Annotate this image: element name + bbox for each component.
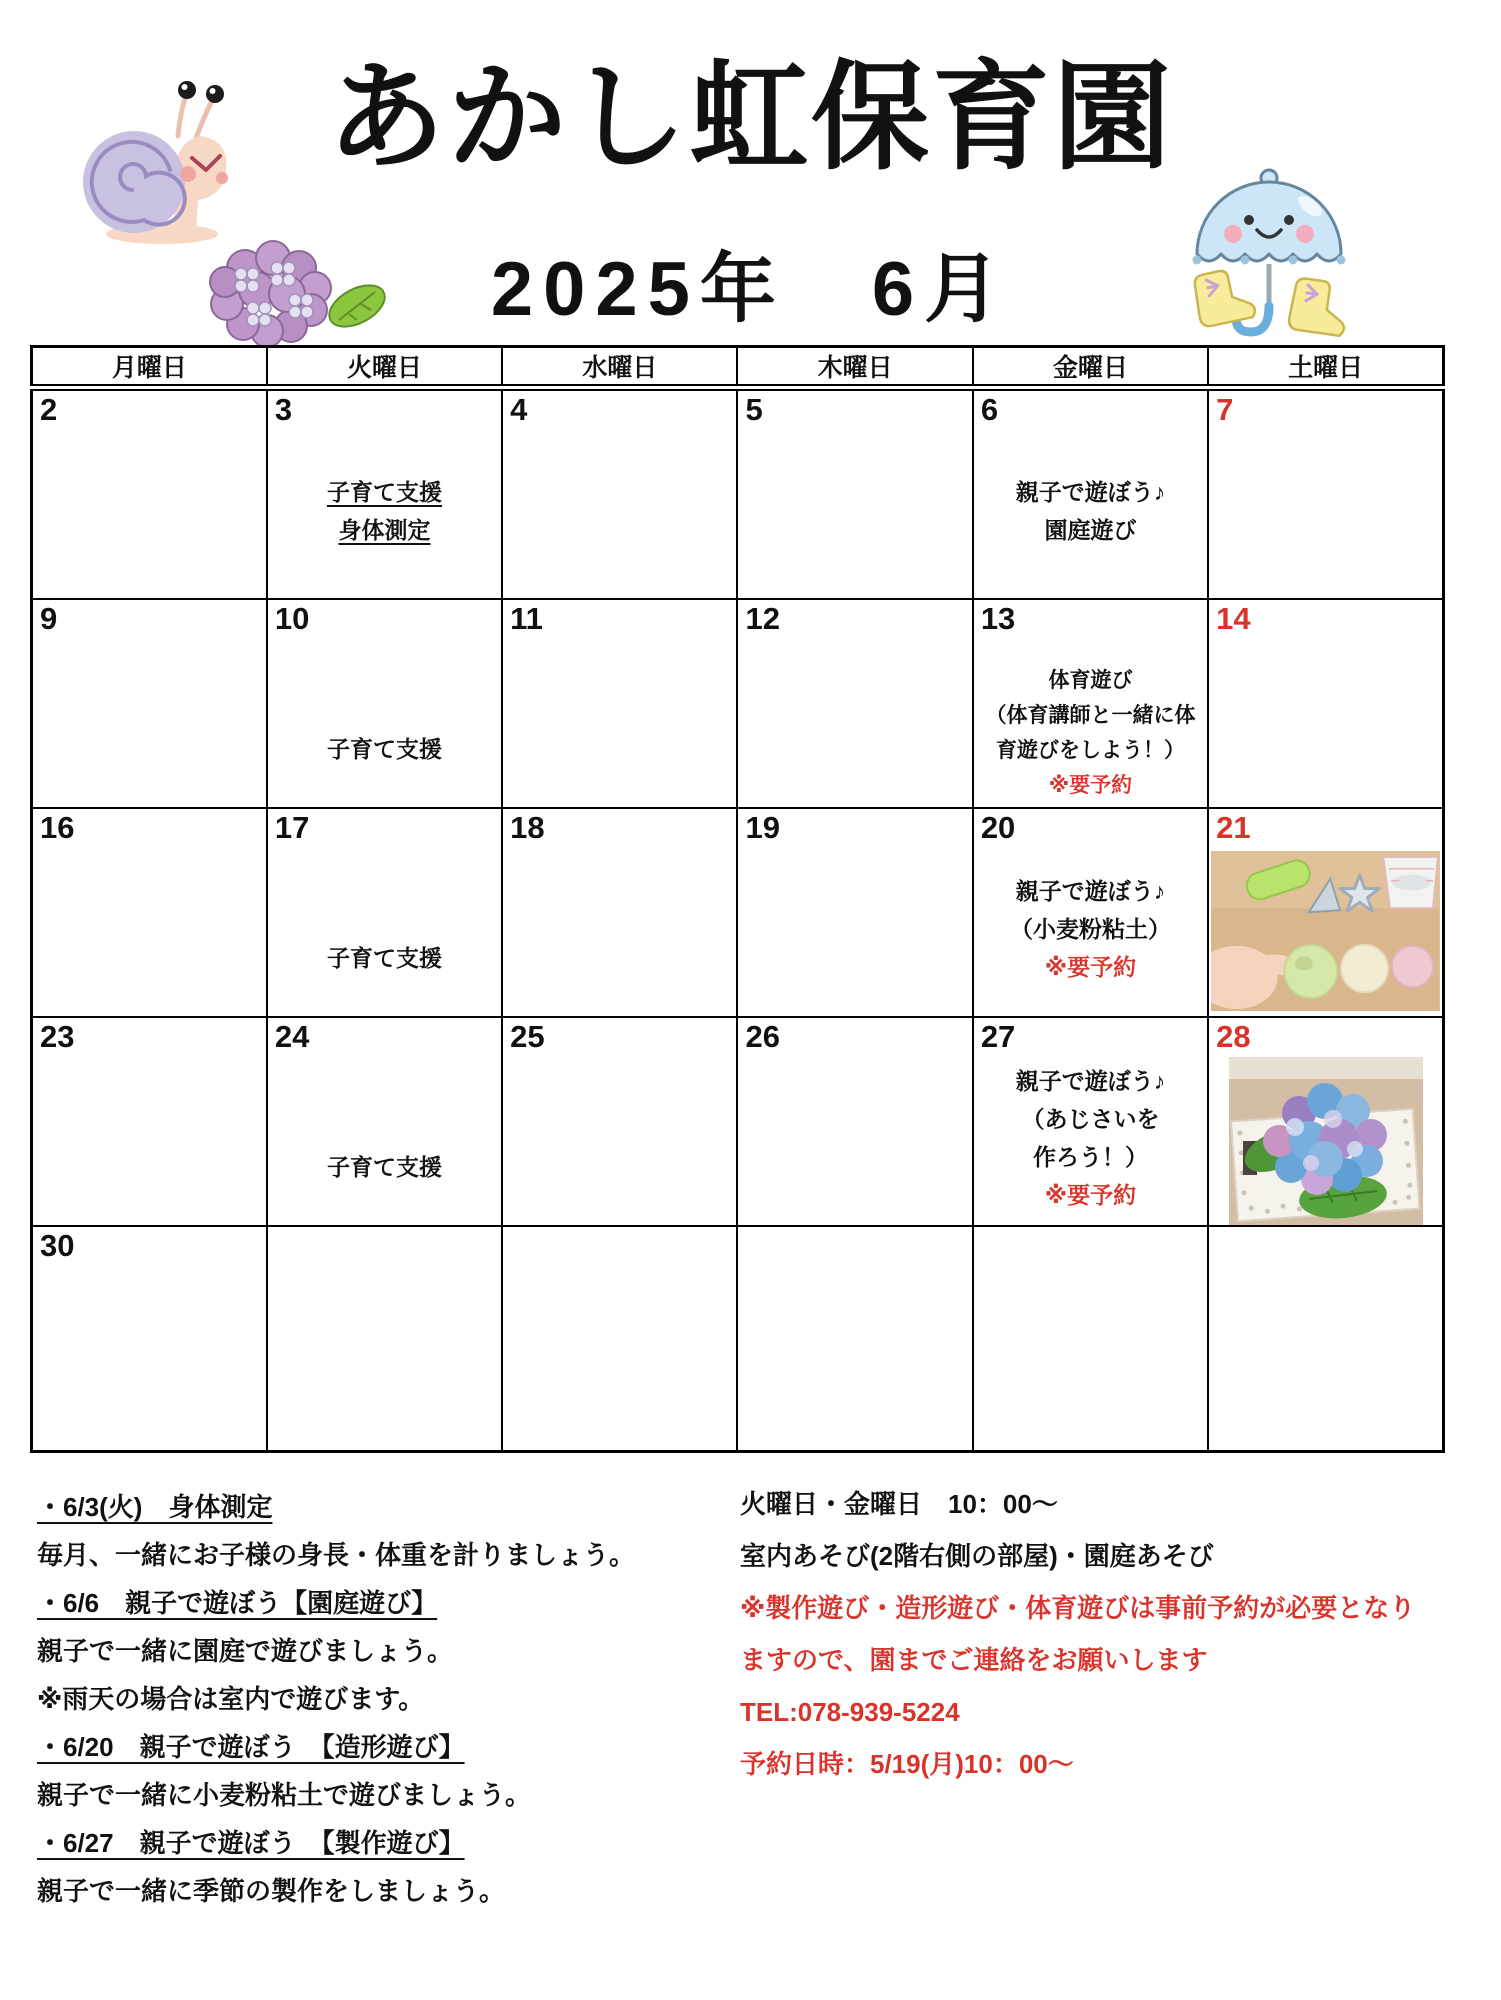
note-line: 親子で一緒に小麦粉粘土で遊びましょう。 (37, 1780, 532, 1810)
calendar-day-cell (267, 1226, 502, 1452)
calendar-day-cell (502, 1226, 737, 1452)
calendar-table (30, 345, 1445, 1453)
calendar-day-cell (267, 1017, 502, 1226)
event-text: ※要予約 (1044, 953, 1137, 980)
calendar-day-cell (737, 388, 972, 600)
calendar-day-cell (737, 1017, 972, 1226)
photo-hydrangea-craft (1229, 1057, 1423, 1225)
calendar-week-row (32, 1017, 1444, 1226)
event-text: ※要予約 (1048, 773, 1133, 797)
day-header: 木曜日 (737, 347, 972, 388)
date-number: 2 (40, 392, 58, 427)
note-line: ・6/3(火) 身体測定 (37, 1492, 273, 1522)
day-header: 水曜日 (502, 347, 737, 388)
cell-events (270, 1056, 499, 1219)
calendar-day-header-row (32, 347, 1444, 388)
note-line: TEL:078-939-5224 (740, 1697, 960, 1727)
event-text: 親子で遊ぼう♪ (1015, 478, 1166, 505)
umbrella-rainboots-icon (1172, 148, 1367, 344)
date-number: 19 (745, 810, 780, 845)
cell-events (976, 1056, 1205, 1219)
event-text: 園庭遊び (1044, 516, 1137, 543)
note-line: 親子で一緒に園庭で遊びましょう。 (37, 1636, 454, 1666)
date-number: 18 (510, 810, 545, 845)
date-number: 27 (980, 1019, 1016, 1054)
note-line: ・6/6 親子で遊ぼう【園庭遊び】 (37, 1588, 438, 1618)
calendar-day-cell (973, 1226, 1208, 1452)
date-number: 30 (40, 1228, 75, 1263)
calendar-day-cell (502, 599, 737, 808)
event-text: 育遊びをしよう！） (995, 738, 1185, 762)
note-line: 予約日時：5/19(月)10：00～ (740, 1749, 1074, 1779)
cell-events (976, 638, 1205, 801)
note-line: 火曜日・金曜日 10：00～ (740, 1489, 1058, 1519)
calendar-week-row (32, 808, 1444, 1017)
note-line: ますので、園までご連絡をお願いします (740, 1645, 1208, 1675)
event-text: 身体測定 (338, 516, 431, 543)
cell-events (976, 429, 1205, 592)
event-text: 体育遊び (1048, 668, 1133, 692)
date-number: 4 (510, 392, 528, 427)
cell-events (270, 847, 499, 1010)
event-text: （小麦粉粘土） (1009, 915, 1171, 942)
event-text: 作ろう！） (1032, 1143, 1148, 1170)
calendar-day-cell (267, 599, 502, 808)
calendar-day-cell (973, 808, 1208, 1017)
date-number: 13 (980, 601, 1016, 636)
calendar-day-cell (1208, 1017, 1443, 1226)
note-line: ※製作遊び・造形遊び・体育遊びは事前予約が必要となり (740, 1593, 1416, 1623)
calendar-day-cell (32, 388, 267, 600)
note-line: 室内あそび(2階右側の部屋)・園庭あそび (740, 1541, 1214, 1571)
calendar-day-cell (267, 808, 502, 1017)
event-text: 親子で遊ぼう♪ (1015, 1067, 1166, 1094)
calendar-day-cell (502, 1017, 737, 1226)
event-text: （体育講師と一緒に体 (985, 703, 1196, 727)
event-text: ※要予約 (1044, 1181, 1137, 1208)
date-number: 16 (40, 810, 75, 845)
calendar-week-row (32, 1226, 1444, 1452)
date-number: 9 (40, 601, 58, 636)
date-number: 12 (745, 601, 780, 636)
date-number: 7 (1216, 392, 1234, 427)
calendar-day-cell (973, 388, 1208, 600)
date-number: 11 (510, 601, 543, 636)
date-number: 10 (274, 601, 310, 636)
date-number: 17 (274, 810, 310, 845)
notes-left (37, 1483, 635, 1915)
calendar-day-cell (267, 388, 502, 600)
calendar-day-cell (32, 1226, 267, 1452)
event-text: 子育て支援 (326, 735, 442, 762)
date-number: 23 (40, 1019, 75, 1054)
notes-right (740, 1478, 1415, 1790)
date-number: 26 (745, 1019, 780, 1054)
date-number: 14 (1216, 601, 1251, 636)
note-line: ・6/27 親子で遊ぼう 【製作遊び】 (37, 1828, 465, 1858)
calendar-day-cell (502, 388, 737, 600)
calendar-day-cell (32, 599, 267, 808)
date-number: 21 (1216, 810, 1251, 845)
date-number: 20 (980, 810, 1016, 845)
cell-events (976, 847, 1205, 1010)
calendar-week-row (32, 599, 1444, 808)
calendar-week-row (32, 388, 1444, 600)
day-header: 金曜日 (973, 347, 1208, 388)
day-header: 土曜日 (1208, 347, 1443, 388)
cell-events (270, 429, 499, 592)
date-number: 24 (274, 1019, 310, 1054)
note-line: ※雨天の場合は室内で遊びます。 (37, 1684, 425, 1714)
note-line: 毎月、一緒にお子様の身長・体重を計りましょう。 (37, 1540, 636, 1570)
calendar-day-cell (1208, 599, 1443, 808)
calendar-day-cell (737, 599, 972, 808)
calendar-day-cell (973, 1017, 1208, 1226)
calendar-day-cell (973, 599, 1208, 808)
date-number: 6 (980, 392, 999, 427)
date-number: 25 (510, 1019, 545, 1054)
calendar-day-cell (1208, 808, 1443, 1017)
day-header: 月曜日 (32, 347, 267, 388)
calendar-day-cell (502, 808, 737, 1017)
photo-playdough (1211, 851, 1440, 1011)
event-text: 親子で遊ぼう♪ (1015, 877, 1166, 904)
event-text: 子育て支援 (326, 944, 442, 971)
page-subtitle: 2025年 6月 (490, 247, 1011, 332)
calendar-day-cell (32, 1017, 267, 1226)
date-number: 3 (274, 392, 293, 427)
page-title: あかし虹保育園 (326, 52, 1174, 184)
date-number: 5 (745, 392, 763, 427)
event-text: 子育て支援 (326, 1153, 442, 1180)
calendar-day-cell (1208, 1226, 1443, 1452)
calendar-day-cell (737, 808, 972, 1017)
cell-events (270, 638, 499, 801)
calendar-body (32, 388, 1444, 1452)
note-line: 親子で一緒に季節の製作をしましょう。 (37, 1876, 506, 1906)
calendar-day-cell (1208, 388, 1443, 600)
calendar-day-cell (737, 1226, 972, 1452)
day-header: 火曜日 (267, 347, 502, 388)
calendar-day-cell (32, 808, 267, 1017)
event-text: 子育て支援 (326, 478, 442, 505)
note-line: ・6/20 親子で遊ぼう 【造形遊び】 (37, 1732, 465, 1762)
event-text: （あじさいを (1021, 1105, 1160, 1132)
date-number: 28 (1216, 1019, 1251, 1054)
